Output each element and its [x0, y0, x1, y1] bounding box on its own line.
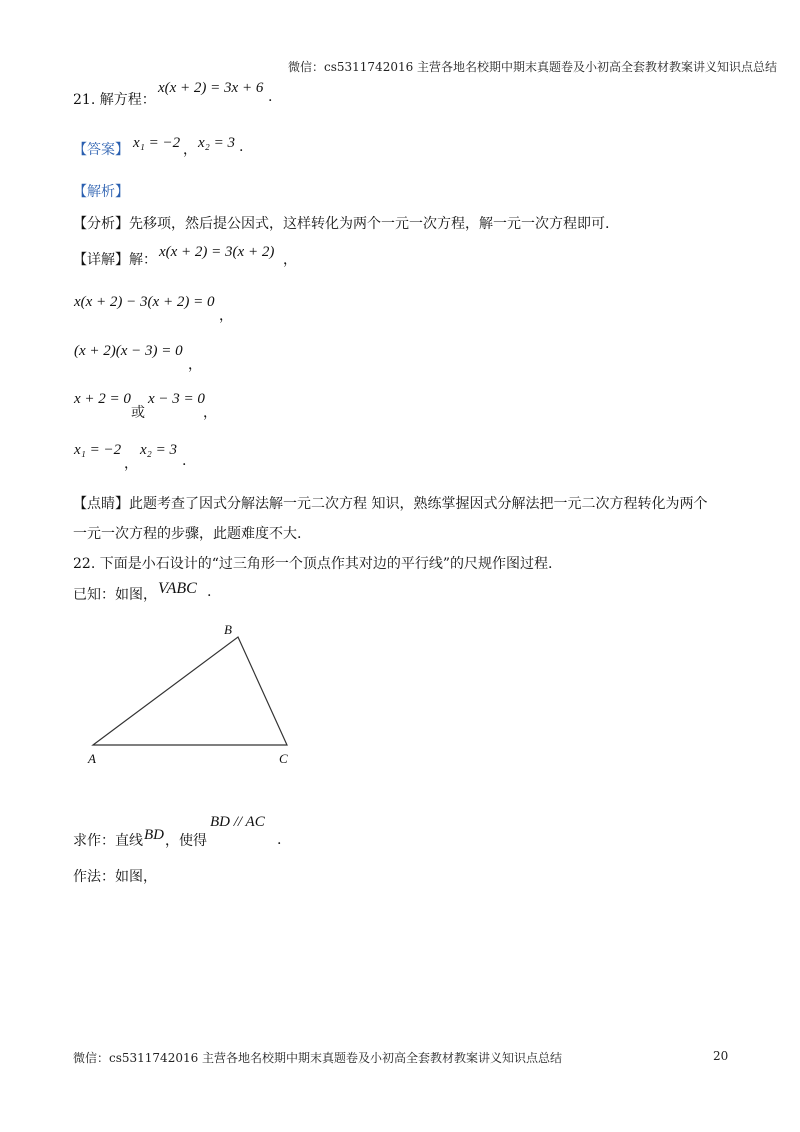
page-footer: 微信：cs5311742016 主营各地名校期中期末真题卷及小初高全套教材教案讲义知识点总结: [73, 1051, 563, 1065]
q21-label: 21. 解方程：: [73, 92, 156, 108]
detail-step5-period: .: [182, 453, 187, 469]
answer-tag: 【答案】: [73, 142, 129, 158]
detail-label: 【详解】解：: [73, 252, 157, 268]
analysis-tag: 【解析】: [73, 184, 129, 200]
answer-separator: ，: [183, 142, 197, 158]
detail-step5b: x₂ = 3: [140, 442, 177, 458]
answer-x1: x₁ = −2: [133, 135, 181, 151]
triangle-figure: [80, 618, 310, 773]
q22-triangle-name: VABC: [158, 580, 197, 597]
q22-label: 22. 下面是小石设计的“过三角形一个顶点作其对边的平行线”的尺规作图过程.: [73, 556, 553, 572]
q21-equation: x(x + 2) = 3x + 6: [158, 80, 264, 96]
task-relation: BD // AC: [210, 814, 265, 830]
vertex-a-label: A: [88, 751, 96, 766]
page-header: 微信：cs5311742016 主营各地名校期中期末真题卷及小初高全套教材教案讲义知识点总结: [288, 60, 778, 74]
triangle-abc: [93, 637, 287, 745]
dianjing-line1: 此题考查了因式分解法解一元二次方程 知识，熟练掌握因式分解法把一元二次方程转化为两个: [129, 496, 708, 512]
detail-step3: (x + 2)(x − 3) = 0: [74, 343, 183, 359]
detail-step4a: x + 2 = 0: [74, 391, 131, 407]
detail-step5-comma: ，: [124, 456, 138, 472]
fenxi-text: 先移项，然后提公因式，这样转化为两个一元一次方程，解一元一次方程即可.: [129, 216, 610, 232]
answer-x2: x₂ = 3: [198, 135, 235, 151]
task-label: 求作：直线: [73, 833, 143, 849]
page-number: 20: [713, 1049, 729, 1063]
q22-given-label: 已知：如图，: [73, 587, 157, 603]
detail-step1: x(x + 2) = 3(x + 2): [159, 244, 275, 260]
detail-step2: x(x + 2) − 3(x + 2) = 0: [74, 294, 215, 310]
q21-period: .: [268, 89, 273, 105]
task-period: .: [277, 832, 282, 848]
dianjing-label: 【点睛】: [73, 496, 129, 512]
dianjing-line2: 一元一次方程的步骤，此题难度不大.: [73, 526, 302, 542]
fenxi-label: 【分析】: [73, 216, 129, 232]
q22-given-period: .: [207, 584, 212, 600]
detail-step4-comma: ，: [203, 405, 217, 421]
task-mid: ，使得: [165, 833, 207, 849]
task-line: BD: [144, 827, 164, 843]
detail-step4-or: 或: [131, 405, 145, 421]
detail-step1-comma: ，: [283, 252, 297, 268]
detail-step5a: x₁ = −2: [74, 442, 122, 458]
vertex-c-label: C: [279, 751, 288, 766]
method-label: 作法：如图，: [73, 869, 157, 885]
detail-step2-comma: ，: [219, 308, 233, 324]
detail-step4b: x − 3 = 0: [148, 391, 205, 407]
vertex-b-label: B: [224, 622, 232, 637]
answer-period: .: [239, 139, 244, 155]
detail-step3-comma: ，: [188, 357, 202, 373]
